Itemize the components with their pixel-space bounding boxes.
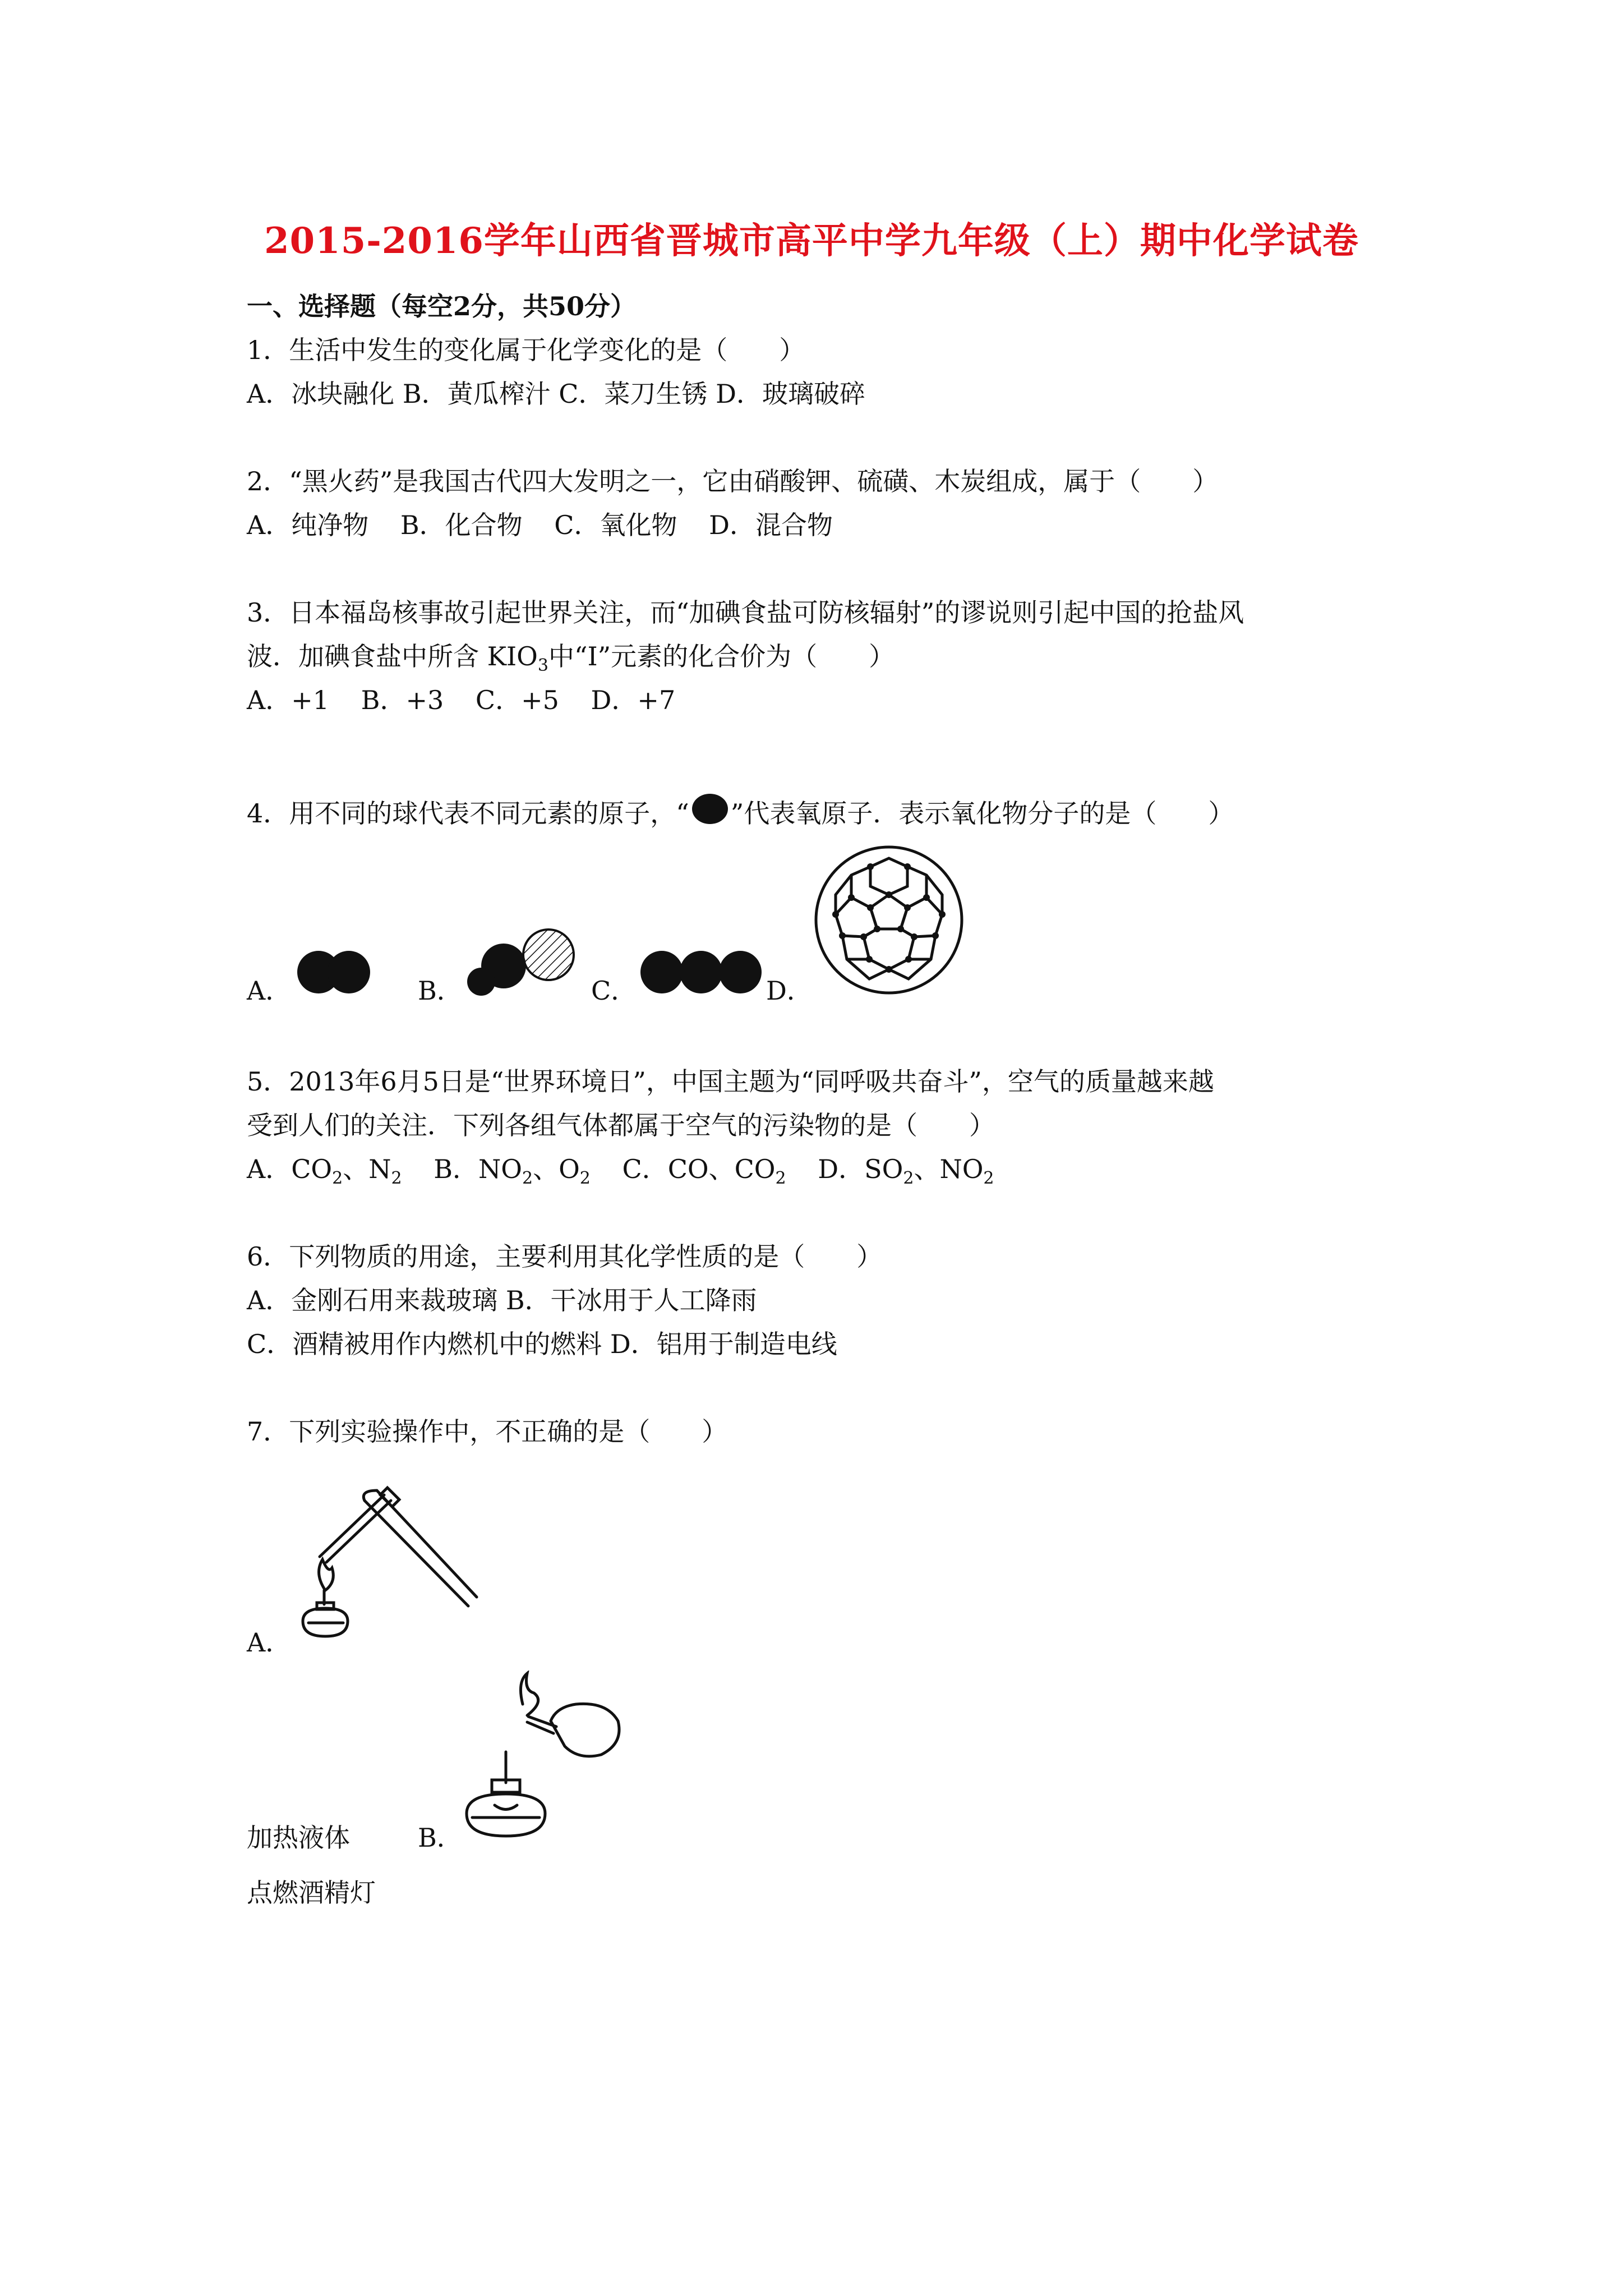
question-5-stem-line1: 5．2013年6月5日是“世界环境日”，中国主题为“同呼吸共奋斗”，空气的质量越来越 [247,1066,1214,1097]
question-3-stem-line2 [247,636,895,675]
option-a [247,1154,402,1188]
molecule-c-icon [639,947,763,997]
stem-text: ”代表氧原子．表示氧化物分子的是（ ） [730,798,1234,829]
subscript: 2 [391,1168,402,1188]
stem-text: 波．加碘食盐中所含 KIO [247,641,538,671]
question-5-stem-line2: 受到人们的关注．下列各组气体都属于空气的污染物的是（ ） [247,1110,995,1140]
question-7-option-a-label: A． [247,1627,292,1658]
stem-text: 4．用不同的球代表不同元素的原子，“ [247,798,689,829]
lighting-alcohol-lamp-illustration [461,1671,629,1850]
subscript: 2 [775,1168,786,1188]
option-text: B．NO [434,1154,522,1184]
option-d: D．+7 [591,685,676,715]
subscript: 2 [983,1168,994,1188]
heating-liquid-illustration [297,1478,482,1641]
question-7-stem: 7．下列实验操作中，不正确的是（ ） [247,1416,728,1447]
question-2-options [247,505,856,542]
question-7-caption-a: 加热液体 [247,1823,350,1853]
option-text: D．SO [818,1154,903,1184]
option-a: A．纯净物 [247,510,369,540]
option-b [434,1154,591,1188]
question-1-stem: 1．生活中发生的变化属于化学变化的是（ ） [247,335,805,365]
molecule-a-icon [292,947,376,997]
option-c: C．氧化物 [554,510,677,540]
question-4-option-d-label: D． [766,976,813,1006]
option-d: D．混合物 [709,510,833,540]
option-c [622,1154,786,1188]
question-3-options [247,680,699,717]
fullerene-c60-icon [808,841,970,999]
question-7-option-b-label: B． [418,1823,463,1853]
option-b: B．化合物 [400,510,523,540]
question-6-options-line2: C．酒精被用作内燃机中的燃料 D．铝用于制造电线 [247,1329,837,1359]
question-6-options-line1: A．金刚石用来裁玻璃 B．干冰用于人工降雨 [247,1285,757,1315]
question-4-stem [247,792,1234,830]
option-text: C．CO、CO [622,1154,776,1184]
question-7-caption-b: 点燃酒精灯 [247,1878,376,1908]
stem-text: 中“I”元素的化合价为（ ） [548,641,895,671]
question-5-options [247,1149,1018,1188]
option-c: C．+5 [475,685,559,715]
question-6-stem: 6．下列物质的用途，主要利用其化学性质的是（ ） [247,1241,883,1272]
question-1-options: A．冰块融化 B．黄瓜榨汁 C．菜刀生锈 D．玻璃破碎 [247,379,865,409]
question-4-option-c-label: C． [591,976,637,1006]
question-4-option-b-label: B． [418,976,463,1006]
oxygen-atom-icon [689,792,731,826]
molecule-b-icon [465,926,578,999]
section-heading: 一、选择题（每空2分，共50分） [247,291,637,321]
subscript: 2 [903,1168,914,1188]
subscript: 2 [332,1168,343,1188]
question-3-stem-line1: 3．日本福岛核事故引起世界关注，而“加碘食盐可防核辐射”的谬说则引起中国的抢盐风 [247,597,1244,628]
option-a: A．+1 [247,685,330,715]
option-text: 、NO [914,1154,984,1184]
question-4-option-a-label: A． [247,976,292,1006]
subscript: 2 [522,1168,533,1188]
option-b: B．+3 [361,685,444,715]
page-title: 2015-2016学年山西省晋城市高平中学九年级（上）期中化学试卷 [264,220,1359,262]
option-text: 、O [533,1154,580,1184]
question-2-stem: 2．“黑火药”是我国古代四大发明之一，它由硝酸钾、硫磺、木炭组成，属于（ ） [247,466,1219,496]
option-text: A．CO [247,1154,333,1184]
subscript: 3 [537,656,548,675]
option-d [818,1154,994,1188]
subscript: 2 [579,1168,591,1188]
option-text: 、N [343,1154,391,1184]
